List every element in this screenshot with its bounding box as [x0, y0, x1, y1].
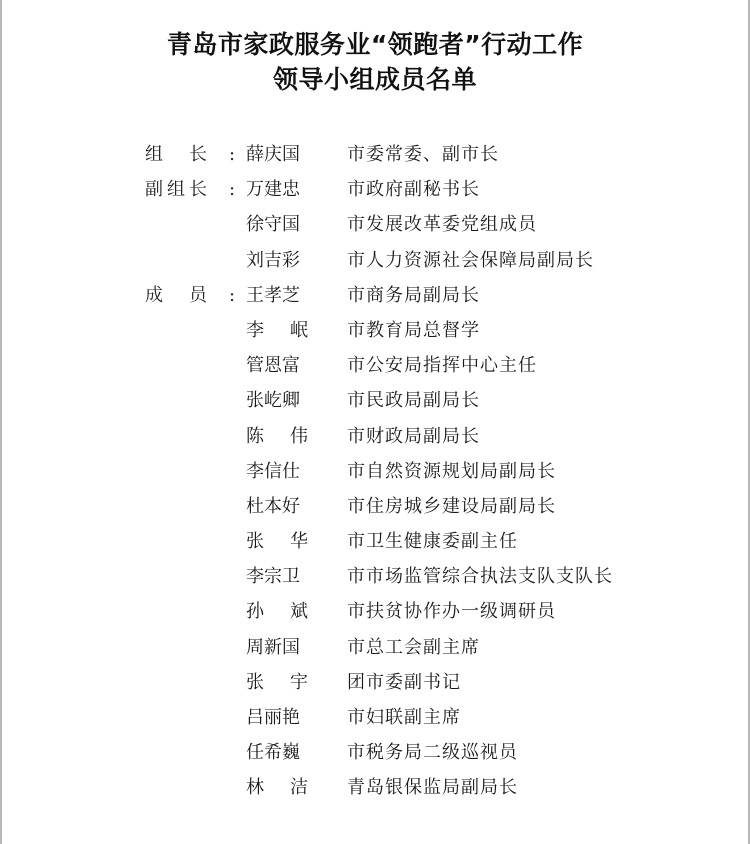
- roster-row: [0, 665, 750, 700]
- roster-row: [0, 278, 750, 313]
- member-position: 市政府副秘书长: [347, 179, 480, 201]
- member-role: 副 组 长: [145, 179, 207, 201]
- role-colon: :: [229, 144, 236, 165]
- member-name: 刘吉彩: [246, 249, 300, 271]
- roster-row: [0, 489, 750, 524]
- roster-row: [0, 630, 750, 665]
- roster-row: [0, 172, 750, 207]
- member-position: 市自然资源规划局副局长: [347, 460, 556, 482]
- roster-row: [0, 243, 750, 278]
- roster-row: [0, 348, 750, 383]
- member-position: 市教育局总督学: [347, 319, 480, 341]
- roster-row: [0, 524, 750, 559]
- roster-row: [0, 313, 750, 348]
- roster-row: [0, 770, 750, 805]
- roster-row: [0, 700, 750, 735]
- member-position: 市财政局副局长: [347, 425, 480, 447]
- member-position: 市人力资源社会保障局副局长: [347, 249, 594, 271]
- role-colon: :: [229, 179, 236, 201]
- document-title-line-2: 领导小组成员名单: [272, 65, 477, 94]
- document-title-line-1: 青岛市家政服务业“领跑者”行动工作: [166, 30, 584, 59]
- member-name: 李 岷: [246, 319, 308, 341]
- member-name: 孙 斌: [246, 601, 308, 623]
- roster-row: [0, 559, 750, 594]
- roster-row: [0, 207, 750, 242]
- member-role: 组 长: [145, 144, 207, 165]
- member-name: 李信仕: [246, 460, 300, 482]
- member-position: 市扶贫协作办一级调研员: [347, 601, 556, 623]
- member-position: 市税务局二级巡视员: [347, 742, 518, 764]
- member-position: 市商务局副局长: [347, 284, 480, 306]
- roster-row: [0, 383, 750, 418]
- member-name: 任希巍: [246, 742, 300, 764]
- roster-row: [0, 137, 750, 172]
- member-roster: [0, 137, 750, 806]
- member-position: 青岛银保监局副局长: [347, 777, 518, 799]
- roster-row: [0, 594, 750, 629]
- member-name: 吕丽艳: [246, 707, 300, 728]
- member-position: 市卫生健康委副主任: [347, 531, 518, 553]
- member-name: 林 洁: [246, 777, 308, 799]
- roster-row: [0, 735, 750, 770]
- role-colon: :: [229, 284, 236, 306]
- member-position: 市市场监管综合执法支队支队长: [347, 566, 613, 588]
- member-name: 薛庆国: [246, 144, 300, 165]
- member-name: 管恩富: [246, 355, 300, 377]
- member-name: 李宗卫: [246, 566, 300, 588]
- member-name: 周新国: [246, 636, 300, 658]
- member-name: 万建忠: [246, 179, 300, 201]
- member-name: 王孝芝: [246, 284, 300, 306]
- member-position: 市民政局副局长: [347, 390, 480, 412]
- member-position: 市公安局指挥中心主任: [347, 355, 537, 377]
- roster-row: [0, 454, 750, 489]
- member-name: 陈 伟: [246, 425, 308, 447]
- member-name: 徐守国: [246, 214, 300, 236]
- member-position: 团市委副书记: [347, 671, 461, 693]
- member-name: 张 宇: [246, 671, 308, 693]
- member-position: 市住房城乡建设局副局长: [347, 495, 556, 517]
- member-position: 市委常委、副市长: [347, 144, 499, 165]
- roster-row: [0, 419, 750, 454]
- member-name: 张 华: [246, 531, 308, 553]
- member-name: 杜本好: [246, 495, 300, 517]
- member-role: 成 员: [145, 284, 207, 306]
- member-position: 市发展改革委党组成员: [347, 214, 537, 236]
- member-position: 市妇联副主席: [347, 707, 461, 728]
- member-position: 市总工会副主席: [347, 636, 480, 658]
- member-name: 张屹卿: [246, 390, 300, 412]
